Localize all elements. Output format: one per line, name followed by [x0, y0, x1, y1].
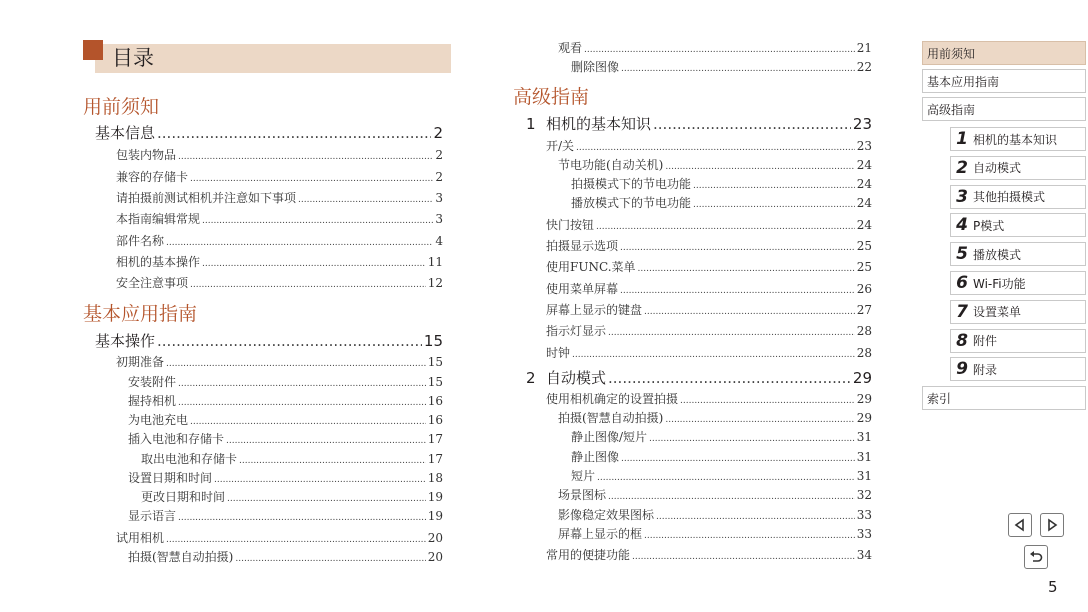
toc-entry-page: 19 — [427, 490, 443, 504]
toc-entry-page: 15 — [427, 355, 443, 369]
toc-entry[interactable] — [116, 190, 443, 208]
toc-entry-title: 开/关 — [546, 139, 575, 153]
toc-entry-page: 28 — [856, 324, 872, 338]
toc-entry-page: 25 — [856, 239, 872, 253]
toc-entry[interactable] — [558, 507, 872, 525]
toc-entry-title: 使用菜单屏幕 — [546, 282, 619, 296]
toc-entry-title: 场景图标 — [558, 488, 607, 502]
toc-entry-page: 33 — [856, 508, 872, 522]
chapter-label: 其他拍摄模式 — [973, 190, 1046, 205]
toc-entry[interactable] — [95, 123, 443, 143]
dot-leader — [178, 395, 426, 411]
toc-entry-page: 2 — [435, 170, 443, 184]
toc-entry-title: 播放模式下的节电功能 — [571, 196, 692, 210]
dot-leader — [653, 114, 851, 134]
dot-leader — [649, 431, 855, 447]
dot-leader — [157, 331, 422, 351]
dot-leader — [202, 256, 426, 272]
dot-leader — [235, 551, 425, 567]
dot-leader — [214, 472, 426, 488]
toc-entry-page: 16 — [427, 394, 443, 408]
toc-entry[interactable] — [116, 354, 443, 372]
toc-entry[interactable] — [116, 530, 443, 548]
toc-entry-title: 握持相机 — [128, 394, 177, 408]
toc-entry-title: 相机的基本知识 — [546, 115, 652, 133]
sidebar-item-basic[interactable]: 基本应用指南 — [922, 69, 1086, 93]
toc-entry-page: 12 — [427, 276, 443, 290]
toc-entry-title: 试用相机 — [116, 531, 165, 545]
chapter-number: 8 — [956, 330, 968, 351]
dot-leader — [644, 304, 855, 320]
dot-leader — [190, 171, 433, 187]
toc-entry-page: 24 — [856, 177, 872, 191]
toc-entry[interactable] — [546, 281, 872, 299]
toc-entry[interactable] — [546, 114, 872, 134]
toc-entry[interactable] — [116, 211, 443, 229]
toc-entry[interactable] — [546, 368, 872, 388]
chapter-number: 1 — [956, 129, 968, 149]
toc-entry-page: 20 — [427, 550, 443, 564]
toc-entry-page: 17 — [427, 432, 443, 446]
toc-entry-title: 安全注意事项 — [116, 276, 189, 290]
toc-entry-title: 短片 — [571, 469, 596, 483]
toc-entry[interactable] — [571, 195, 872, 213]
dot-leader — [608, 368, 851, 388]
toc-entry-page: 31 — [856, 450, 872, 464]
toc-entry-page: 17 — [427, 452, 443, 466]
toc-entry-title: 屏幕上显示的框 — [558, 527, 643, 541]
toc-entry-page: 16 — [427, 413, 443, 427]
toc-entry[interactable] — [558, 157, 872, 175]
toc-entry[interactable] — [116, 147, 443, 165]
toc-entry[interactable] — [571, 468, 872, 486]
chapter-label: 设置菜单 — [973, 305, 1022, 320]
toc-entry-page: 3 — [435, 191, 443, 205]
toc-entry-page: 23 — [856, 139, 872, 153]
toc-entry-title: 相机的基本操作 — [116, 255, 201, 269]
toc-entry-title: 指示灯显示 — [546, 324, 607, 338]
toc-entry-title: 静止图像/短片 — [571, 430, 648, 444]
toc-entry[interactable] — [558, 40, 872, 58]
toc-entry-title: 初期准备 — [116, 355, 165, 369]
toc-entry-page: 29 — [856, 411, 872, 425]
dot-leader — [597, 470, 855, 486]
chapter-label: 附录 — [973, 362, 998, 377]
sidebar-chapter-9[interactable] — [950, 357, 1086, 381]
chapter-label: 附件 — [973, 334, 998, 349]
section-heading-advanced[interactable]: 高级指南 — [513, 86, 590, 108]
dot-leader — [665, 159, 854, 175]
dot-leader — [665, 412, 854, 428]
sidebar-item-advanced[interactable]: 高级指南 — [922, 97, 1086, 121]
dot-leader — [608, 489, 855, 505]
toc-entry-page: 3 — [435, 212, 443, 226]
section-heading-intro[interactable]: 用前须知 — [83, 96, 160, 118]
toc-entry-page: 22 — [856, 60, 872, 74]
chapter-label: Wi-Fi功能 — [973, 276, 1026, 291]
toc-entry-page: 24 — [856, 218, 872, 232]
toc-entry-page: 23 — [852, 115, 872, 133]
toc-entry-page: 19 — [427, 509, 443, 523]
toc-entry[interactable] — [546, 259, 872, 277]
toc-entry-title: 观看 — [558, 41, 583, 55]
toc-entry-title: 请拍摄前测试相机并注意如下事项 — [116, 191, 297, 205]
arrow-right-icon — [1045, 518, 1059, 532]
sidebar-chapter-7[interactable] — [950, 300, 1086, 324]
toc-entry-title: 基本信息 — [95, 124, 156, 142]
toc-entry[interactable] — [116, 233, 443, 251]
dot-leader — [202, 213, 433, 229]
toc-entry-page: 32 — [856, 488, 872, 502]
toc-entry[interactable] — [546, 345, 872, 363]
page-title: 目录 — [112, 46, 154, 70]
toc-entry[interactable] — [571, 429, 872, 447]
toc-entry-page: 20 — [427, 531, 443, 545]
dot-leader — [632, 549, 855, 565]
toc-entry-title: 拍摄模式下的节电功能 — [571, 177, 692, 191]
dot-leader — [178, 376, 426, 392]
arrow-left-icon — [1013, 518, 1027, 532]
toc-entry-title: 拍摄(智慧自动拍摄) — [558, 411, 664, 425]
sidebar-chapter-3[interactable] — [950, 185, 1086, 209]
toc-entry[interactable] — [546, 238, 872, 256]
prev-page-button[interactable] — [1008, 513, 1032, 537]
toc-entry-page: 31 — [856, 469, 872, 483]
toc-entry-page: 24 — [856, 158, 872, 172]
toc-entry[interactable] — [558, 487, 872, 505]
return-icon — [1028, 549, 1044, 565]
dot-leader — [608, 325, 855, 341]
toc-entry-page: 15 — [427, 375, 443, 389]
toc-entry-page: 4 — [435, 234, 443, 248]
toc-entry-title: 快门按钮 — [546, 218, 595, 232]
toc-entry[interactable] — [141, 489, 443, 507]
dot-leader — [178, 149, 433, 165]
sidebar-chapter-8[interactable] — [950, 329, 1086, 353]
return-button[interactable] — [1024, 545, 1048, 569]
dot-leader — [576, 140, 855, 156]
chapter-number: 3 — [956, 186, 968, 207]
toc-entry[interactable] — [128, 374, 443, 392]
dot-leader — [239, 453, 426, 469]
chapter-label: 播放模式 — [973, 247, 1022, 262]
toc-entry-title: 时钟 — [546, 346, 571, 360]
toc-entry-page: 25 — [856, 260, 872, 274]
toc-entry-title: 屏幕上显示的键盘 — [546, 303, 643, 317]
toc-entry-title: 常用的便捷功能 — [546, 548, 631, 562]
toc-entry[interactable] — [128, 412, 443, 430]
dot-leader — [157, 123, 431, 143]
dot-leader — [227, 491, 426, 507]
chapter-number: 4 — [956, 215, 968, 236]
toc-entry-title: 设置日期和时间 — [128, 471, 213, 485]
toc-entry-page: 29 — [852, 369, 872, 387]
toc-entry[interactable] — [546, 323, 872, 341]
title-marker — [83, 40, 103, 60]
toc-entry-title: 使用FUNC.菜单 — [546, 260, 636, 274]
toc-entry-page: 18 — [427, 471, 443, 485]
toc-entry[interactable] — [546, 547, 872, 565]
dot-leader — [166, 356, 426, 372]
sidebar-item-intro[interactable]: 用前须知 — [922, 41, 1086, 65]
dot-leader — [190, 414, 426, 430]
toc-entry[interactable] — [546, 391, 872, 409]
toc-entry-page: 11 — [427, 255, 443, 269]
dot-leader — [584, 42, 855, 58]
toc-entry[interactable] — [128, 508, 443, 526]
toc-entry[interactable] — [128, 470, 443, 488]
toc-entry[interactable] — [128, 549, 443, 567]
toc-entry-title: 为电池充电 — [128, 413, 189, 427]
dot-leader — [693, 197, 855, 213]
dot-leader — [621, 61, 855, 77]
dot-leader — [620, 240, 855, 256]
dot-leader — [166, 235, 433, 251]
toc-entry-page: 2 — [435, 148, 443, 162]
chapter-number-1: 1 — [526, 115, 536, 133]
chapter-number-2: 2 — [526, 369, 536, 387]
toc-entry-page: 29 — [856, 392, 872, 406]
toc-entry-page: 24 — [856, 196, 872, 210]
toc-entry-title: 删除图像 — [571, 60, 620, 74]
dot-leader — [596, 219, 855, 235]
dot-leader — [620, 283, 855, 299]
toc-entry[interactable] — [116, 275, 443, 293]
dot-leader — [680, 393, 855, 409]
sidebar-chapter-1[interactable] — [950, 127, 1086, 151]
chapter-label: P模式 — [973, 218, 1005, 233]
toc-entry[interactable] — [128, 431, 443, 449]
toc-entry-page: 31 — [856, 430, 872, 444]
toc-entry-title: 静止图像 — [571, 450, 620, 464]
dot-leader — [178, 510, 426, 526]
toc-entry[interactable] — [546, 217, 872, 235]
toc-entry-title: 取出电池和存储卡 — [141, 452, 238, 466]
toc-entry-title: 拍摄显示选项 — [546, 239, 619, 253]
toc-entry[interactable] — [116, 169, 443, 187]
dot-leader — [190, 277, 426, 293]
toc-entry-page: 33 — [856, 527, 872, 541]
toc-entry-title: 拍摄(智慧自动拍摄) — [128, 550, 234, 564]
dot-leader — [638, 261, 855, 277]
toc-entry-title: 显示语言 — [128, 509, 177, 523]
toc-entry-title: 更改日期和时间 — [141, 490, 226, 504]
chapter-number: 9 — [956, 359, 968, 380]
chapter-number: 5 — [956, 244, 968, 265]
chapter-number: 7 — [956, 301, 968, 322]
sidebar-item-index[interactable]: 索引 — [922, 386, 1086, 410]
toc-entry-title: 兼容的存储卡 — [116, 170, 189, 184]
toc-entry-title: 本指南编辑常规 — [116, 212, 201, 226]
toc-entry-title: 插入电池和存储卡 — [128, 432, 225, 446]
toc-entry-title: 影像稳定效果图标 — [558, 508, 655, 522]
sidebar-chapter-5[interactable] — [950, 242, 1086, 266]
next-page-button[interactable] — [1040, 513, 1064, 537]
sidebar-chapter-4[interactable] — [950, 213, 1086, 237]
chapter-number: 2 — [956, 157, 968, 178]
page-number: 5 — [1048, 578, 1058, 596]
toc-entry-title: 安装附件 — [128, 375, 177, 389]
toc-entry[interactable] — [95, 331, 443, 351]
toc-entry[interactable] — [571, 449, 872, 467]
dot-leader — [226, 433, 426, 449]
toc-entry-page: 26 — [856, 282, 872, 296]
dot-leader — [298, 192, 433, 208]
toc-entry-page: 2 — [433, 124, 443, 142]
toc-entry[interactable] — [571, 176, 872, 194]
dot-leader — [621, 451, 855, 467]
toc-entry-page: 15 — [423, 332, 443, 350]
toc-entry-title: 使用相机确定的设置拍摄 — [546, 392, 679, 406]
toc-entry-title: 包装内物品 — [116, 148, 177, 162]
toc-entry[interactable] — [558, 410, 872, 428]
toc-entry-title: 节电功能(自动关机) — [558, 158, 664, 172]
toc-entry[interactable] — [558, 526, 872, 544]
toc-entry[interactable] — [116, 254, 443, 272]
sidebar-chapter-2[interactable] — [950, 156, 1086, 180]
chapter-label: 相机的基本知识 — [973, 132, 1058, 147]
dot-leader — [693, 178, 855, 194]
dot-leader — [644, 528, 855, 544]
section-heading-basic[interactable]: 基本应用指南 — [83, 303, 198, 325]
dot-leader — [656, 509, 855, 525]
toc-entry-page: 21 — [856, 41, 872, 55]
toc-entry[interactable] — [546, 138, 872, 156]
toc-entry-page: 27 — [856, 303, 872, 317]
toc-entry[interactable] — [571, 59, 872, 77]
sidebar-chapter-6[interactable] — [950, 271, 1086, 295]
chapter-label: 自动模式 — [973, 161, 1022, 176]
toc-entry[interactable] — [141, 451, 443, 469]
chapter-number: 6 — [956, 273, 968, 293]
toc-entry-title: 部件名称 — [116, 234, 165, 248]
toc-entry-title: 基本操作 — [95, 332, 156, 350]
dot-leader — [572, 347, 855, 363]
toc-entry-title: 自动模式 — [546, 369, 607, 387]
toc-entry[interactable] — [128, 393, 443, 411]
toc-entry-page: 34 — [856, 548, 872, 562]
toc-entry-page: 28 — [856, 346, 872, 360]
dot-leader — [166, 532, 426, 548]
toc-entry[interactable] — [546, 302, 872, 320]
